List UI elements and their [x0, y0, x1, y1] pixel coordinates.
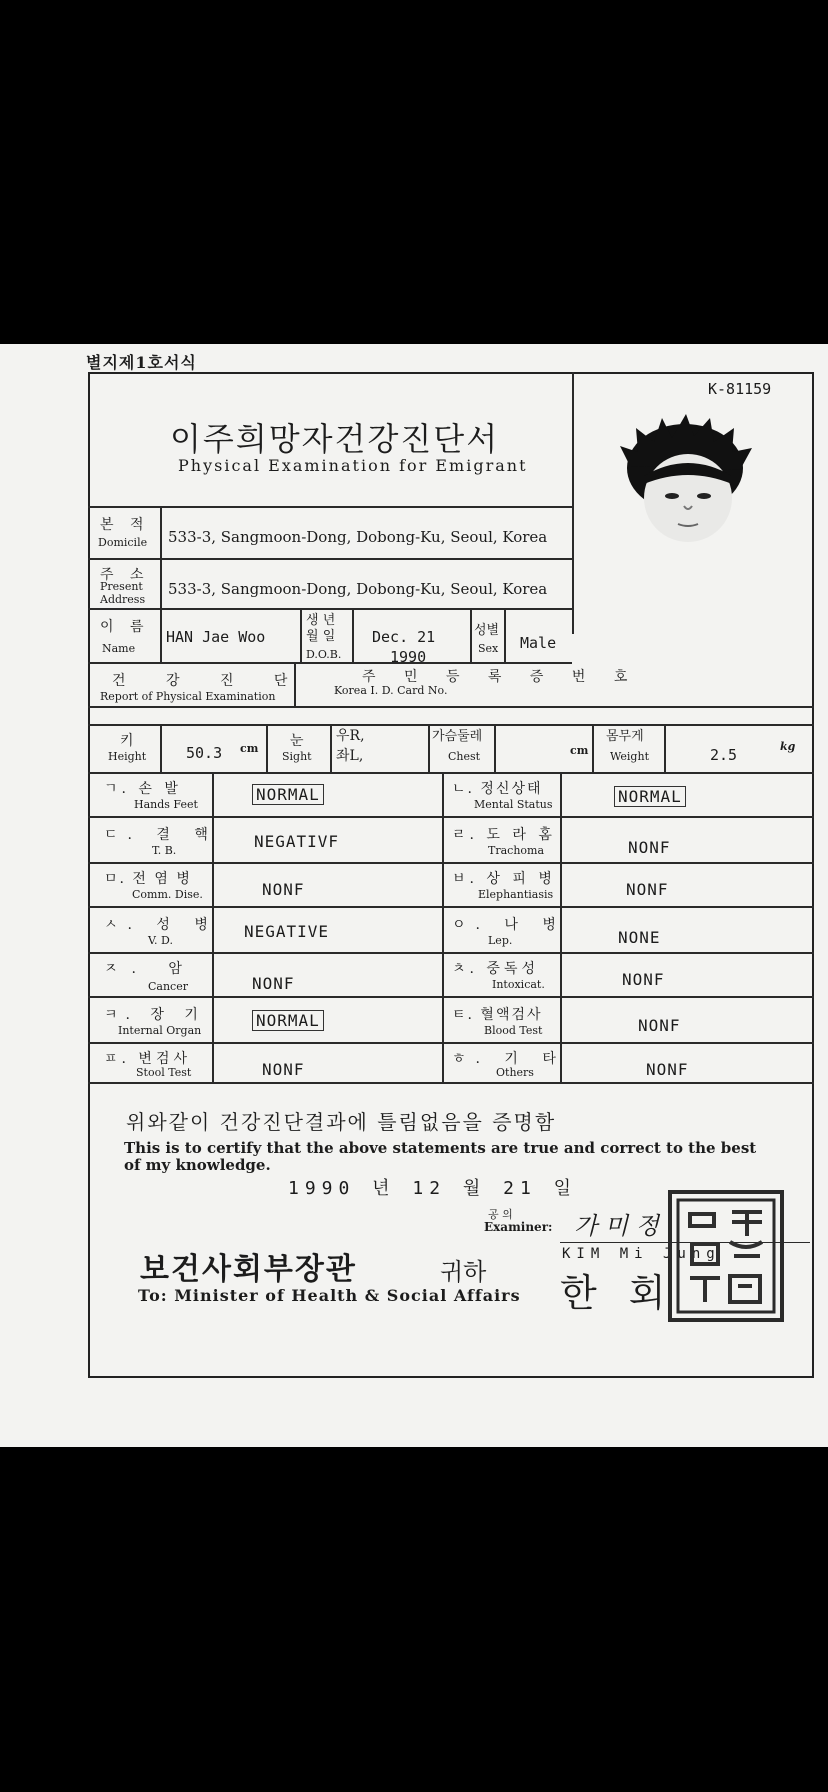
- dob-label-en: D.O.B.: [306, 648, 342, 661]
- row-divider: [88, 706, 814, 708]
- exam-date: 1990 년 12 월 21 일: [288, 1178, 578, 1199]
- address-label-ko: 주 소: [100, 567, 150, 583]
- official-seal-icon: [668, 1190, 784, 1322]
- exam-value: NONF: [262, 1060, 305, 1079]
- name-label-en: Name: [102, 642, 136, 655]
- exam-label-ko: ㅌ. 혈액검사: [452, 1007, 543, 1023]
- dob-label-ko1: 생 년: [306, 613, 336, 628]
- report-label-ko: 건 강 진 단: [112, 673, 306, 689]
- exam-label-en: Cancer: [148, 980, 188, 993]
- row-divider: [88, 772, 814, 774]
- exam-label-en: Intoxicat.: [492, 978, 545, 991]
- dob-value-1: Dec. 21: [372, 628, 436, 646]
- row-divider: [88, 906, 814, 908]
- exam-label-en: V. D.: [148, 934, 173, 947]
- infant-photo-icon: [610, 406, 760, 556]
- row-divider: [88, 952, 814, 954]
- exam-label-en: T. B.: [152, 844, 177, 857]
- exam-value: NORMAL: [252, 784, 324, 805]
- exam-value: NONF: [622, 970, 665, 989]
- exam-label-ko: ㅈ. 암: [104, 961, 196, 977]
- exam-value: NORMAL: [614, 786, 686, 807]
- sex-value: Male: [520, 634, 557, 652]
- col-divider: [352, 608, 354, 662]
- exam-label-ko: ㄹ. 도 라 홈: [452, 827, 556, 843]
- exam-value: NONF: [262, 880, 305, 899]
- row-divider: [88, 662, 572, 664]
- id-card-label-ko: 주 민 등 록 증 번 호: [362, 669, 640, 685]
- col-divider: [664, 724, 666, 772]
- exam-value: NONF: [626, 880, 669, 899]
- sex-label-ko: 성별: [474, 623, 500, 638]
- domicile-value: 533-3, Sangmoon-Dong, Dobong-Ku, Seoul, Korea: [168, 528, 548, 546]
- exam-label-ko: ㄱ. 손 발: [104, 781, 182, 797]
- certify-english: This is to certify that the above statements are true and correct to the best of my knowledge.: [124, 1139, 757, 1174]
- row-divider: [88, 816, 814, 818]
- col-divider: [160, 506, 162, 608]
- exam-value: NONF: [628, 838, 671, 857]
- domicile-label-en: Domicile: [98, 536, 148, 549]
- minister-korean: 보건사회부장관: [140, 1252, 357, 1287]
- header-divider: [572, 372, 574, 634]
- row-divider: [88, 862, 814, 864]
- minister-english: To: Minister of Health & Social Affairs: [138, 1286, 521, 1305]
- sight-left: 좌L,: [336, 748, 364, 764]
- col-divider: [300, 608, 302, 662]
- col-divider: [266, 724, 268, 772]
- exam-value: NEGATIVF: [254, 832, 340, 851]
- minister-honorific: 귀하: [440, 1258, 487, 1286]
- chest-unit: cm: [570, 744, 589, 757]
- col-divider: [470, 608, 472, 662]
- exam-value: NONF: [252, 974, 295, 993]
- col-divider: [330, 724, 332, 772]
- dob-label-ko2: 월 일: [306, 629, 336, 644]
- domicile-label-ko: 본 적: [100, 517, 150, 533]
- height-unit: cm: [240, 742, 259, 755]
- chest-label-ko: 가슴둘레: [432, 729, 483, 744]
- examiner-name: KIM Mi Jung: [562, 1246, 721, 1262]
- form-number: 별지제1호서식: [86, 353, 197, 372]
- exam-label-ko: ㅊ. 중독성: [452, 961, 539, 977]
- col-divider: [428, 724, 430, 772]
- row-divider: [88, 1042, 814, 1044]
- examiner-hand-signature: 한 회: [560, 1271, 676, 1315]
- exam-value: NORMAL: [252, 1010, 324, 1031]
- row-divider: [88, 996, 814, 998]
- certify-korean: 위와같이 건강진단결과에 틀림없음을 증명함: [126, 1110, 557, 1134]
- exam-label-ko: ㅇ. 나 병: [452, 917, 566, 933]
- name-value: HAN Jae Woo: [166, 628, 266, 646]
- exam-value: NONF: [638, 1016, 681, 1035]
- exam-form: [0, 344, 828, 1447]
- row-divider: [88, 1082, 814, 1084]
- exam-label-en: Trachoma: [488, 844, 545, 857]
- title-korean: 이주희망자건강진단서: [170, 420, 500, 458]
- examiner-label-ko: 공 의: [488, 1208, 513, 1221]
- weight-unit: kg: [780, 740, 796, 753]
- exam-label-ko: ㅂ. 상 피 병: [452, 871, 556, 887]
- exam-label-en: Lep.: [488, 934, 513, 947]
- col-divider: [504, 608, 506, 662]
- exam-label-ko: ㅎ. 기 타: [452, 1051, 566, 1067]
- exam-value: NONE: [618, 928, 661, 947]
- sight-right: 우R,: [336, 728, 365, 744]
- col-divider: [160, 608, 162, 662]
- name-label-ko: 이 름: [100, 619, 150, 635]
- weight-label-ko: 몸무게: [606, 729, 644, 744]
- report-label-en: Report of Physical Examination: [100, 690, 276, 703]
- id-card-label-en: Korea I. D. Card No.: [334, 684, 448, 697]
- col-divider: [592, 724, 594, 772]
- exam-label-en: Mental Status: [474, 798, 553, 811]
- address-label-en2: Address: [100, 593, 146, 606]
- sight-label-en: Sight: [282, 750, 312, 763]
- address-label-en1: Present: [100, 580, 143, 593]
- weight-value: 2.5: [710, 746, 738, 764]
- sex-label-en: Sex: [478, 642, 499, 655]
- height-value: 50.3: [186, 744, 223, 762]
- col-divider: [442, 772, 444, 1082]
- exam-label-ko: ㄴ. 정신상태: [452, 781, 543, 797]
- exam-label-en: Stool Test: [136, 1066, 192, 1079]
- exam-label-en: Internal Organ: [118, 1024, 202, 1037]
- exam-label-ko: ㅍ. 변검사: [104, 1051, 191, 1067]
- exam-label-ko: ㅋ. 장 기: [104, 1007, 206, 1023]
- exam-label-ko: ㄷ. 결 핵: [104, 827, 218, 843]
- exam-label-en: Elephantiasis: [478, 888, 554, 901]
- row-divider: [88, 724, 814, 726]
- exam-label-en: Others: [496, 1066, 534, 1079]
- exam-value: NEGATIVE: [244, 922, 330, 941]
- title-english: Physical Examination for Emigrant: [178, 456, 528, 475]
- document-number: K-81159: [708, 380, 772, 398]
- exam-label-en: Blood Test: [484, 1024, 543, 1037]
- col-divider: [160, 724, 162, 772]
- examiner-label-en: Examiner:: [484, 1220, 553, 1234]
- height-label-ko: 키: [120, 733, 140, 749]
- exam-label-ko: ㅁ. 전 염 병: [104, 871, 192, 887]
- height-label-en: Height: [108, 750, 147, 763]
- exam-label-en: Comm. Dise.: [132, 888, 203, 901]
- seal-pattern-icon: [672, 1194, 780, 1318]
- col-divider: [494, 724, 496, 772]
- weight-label-en: Weight: [610, 750, 649, 763]
- examiner-signature: 가 미 정: [574, 1212, 659, 1240]
- sight-label-ko: 눈: [290, 733, 310, 749]
- exam-label-ko: ㅅ. 성 병: [104, 917, 218, 933]
- exam-value: NONF: [646, 1060, 689, 1079]
- chest-label-en: Chest: [448, 750, 481, 763]
- dob-value-2: 1990: [390, 648, 427, 666]
- exam-label-en: Hands Feet: [134, 798, 198, 811]
- address-value: 533-3, Sangmoon-Dong, Dobong-Ku, Seoul, Korea: [168, 580, 548, 598]
